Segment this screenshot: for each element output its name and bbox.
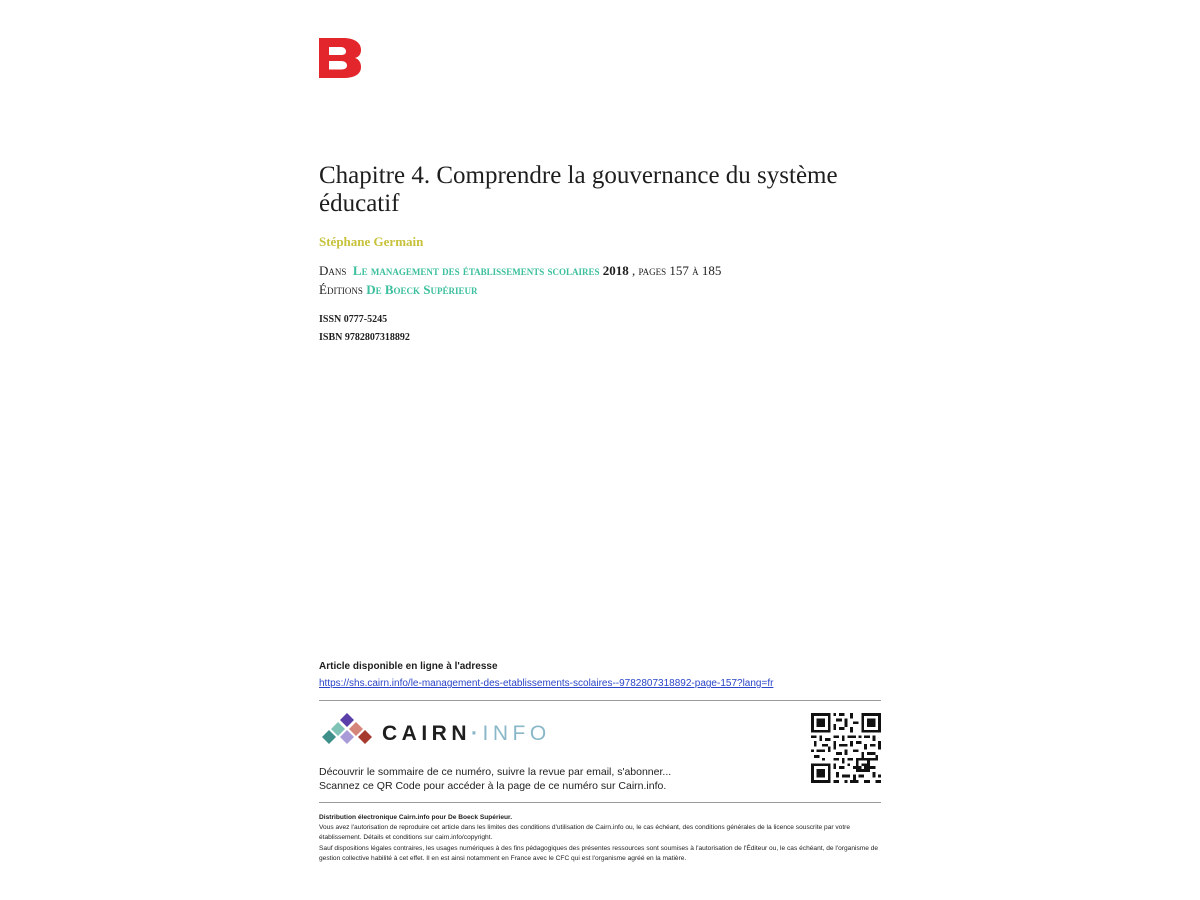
page-range: , pages 157 à 185	[631, 263, 722, 278]
cairn-wordmark	[382, 722, 551, 746]
qr-code-icon[interactable]	[811, 713, 881, 783]
book-title-link[interactable]: Le management des établissements scolaires	[352, 263, 600, 278]
divider	[319, 700, 881, 701]
editions-label: Éditions	[319, 282, 363, 297]
publication-line	[319, 263, 721, 279]
editions-line	[319, 282, 478, 298]
publisher-link[interactable]: De Boeck Supérieur	[366, 282, 478, 297]
article-url-link[interactable]: https://shs.cairn.info/le-management-des-etablissements-scolaires--9782807318892-page-157?lang=fr	[319, 678, 774, 689]
isbn: ISBN 9782807318892	[319, 332, 410, 343]
publisher-logo-icon	[319, 38, 361, 78]
cairn-logo-icon[interactable]	[319, 713, 375, 751]
cover-page	[319, 0, 881, 900]
availability-label: Article disponible en ligne à l'adresse	[319, 661, 498, 672]
chapter-title: Chapitre 4. Comprendre la gouvernance du système éducatif	[319, 162, 838, 217]
author-name[interactable]: Stéphane Germain	[319, 234, 424, 249]
publication-year: 2018	[602, 263, 629, 278]
discover-line: Découvrir le sommaire de ce numéro, suivre la revue par email, s'abonner...	[319, 766, 672, 778]
cairn-dot: ·	[471, 722, 483, 745]
license-notice: Vous avez l'autorisation de reproduire cet article dans les limites des conditions d'utilisation de Cairn.info ou, le cas échéant, des conditions générales de la licence souscrite par votre établissement. Détails et conditions sur cairn.info/copyright.	[319, 824, 851, 842]
dans-label: Dans	[319, 263, 347, 278]
cairn-suffix: INFO	[482, 722, 551, 745]
cairn-discover-text	[319, 765, 671, 793]
cairn-brand: CAIRN	[382, 722, 471, 745]
pedagogical-use-notice: Sauf dispositions légales contraires, les usages numériques à des fins pédagogiques des présentes ressources sont soumises à l'autorisation de l'Éditeur ou, le cas échéant, de l'organisme de gestion collective habilité à cet effet. Il en est ainsi notamment en France avec le CFC qui est l'organisme agréé en la matière.	[319, 844, 879, 862]
issn: ISSN 0777-5245	[319, 314, 388, 325]
distribution-notice: Distribution électronique Cairn.info pour De Boeck Supérieur.	[319, 814, 513, 821]
legal-footer	[319, 813, 881, 864]
divider	[319, 802, 881, 803]
scan-qr-line: Scannez ce QR Code pour accéder à la page de ce numéro sur Cairn.info.	[319, 780, 667, 792]
